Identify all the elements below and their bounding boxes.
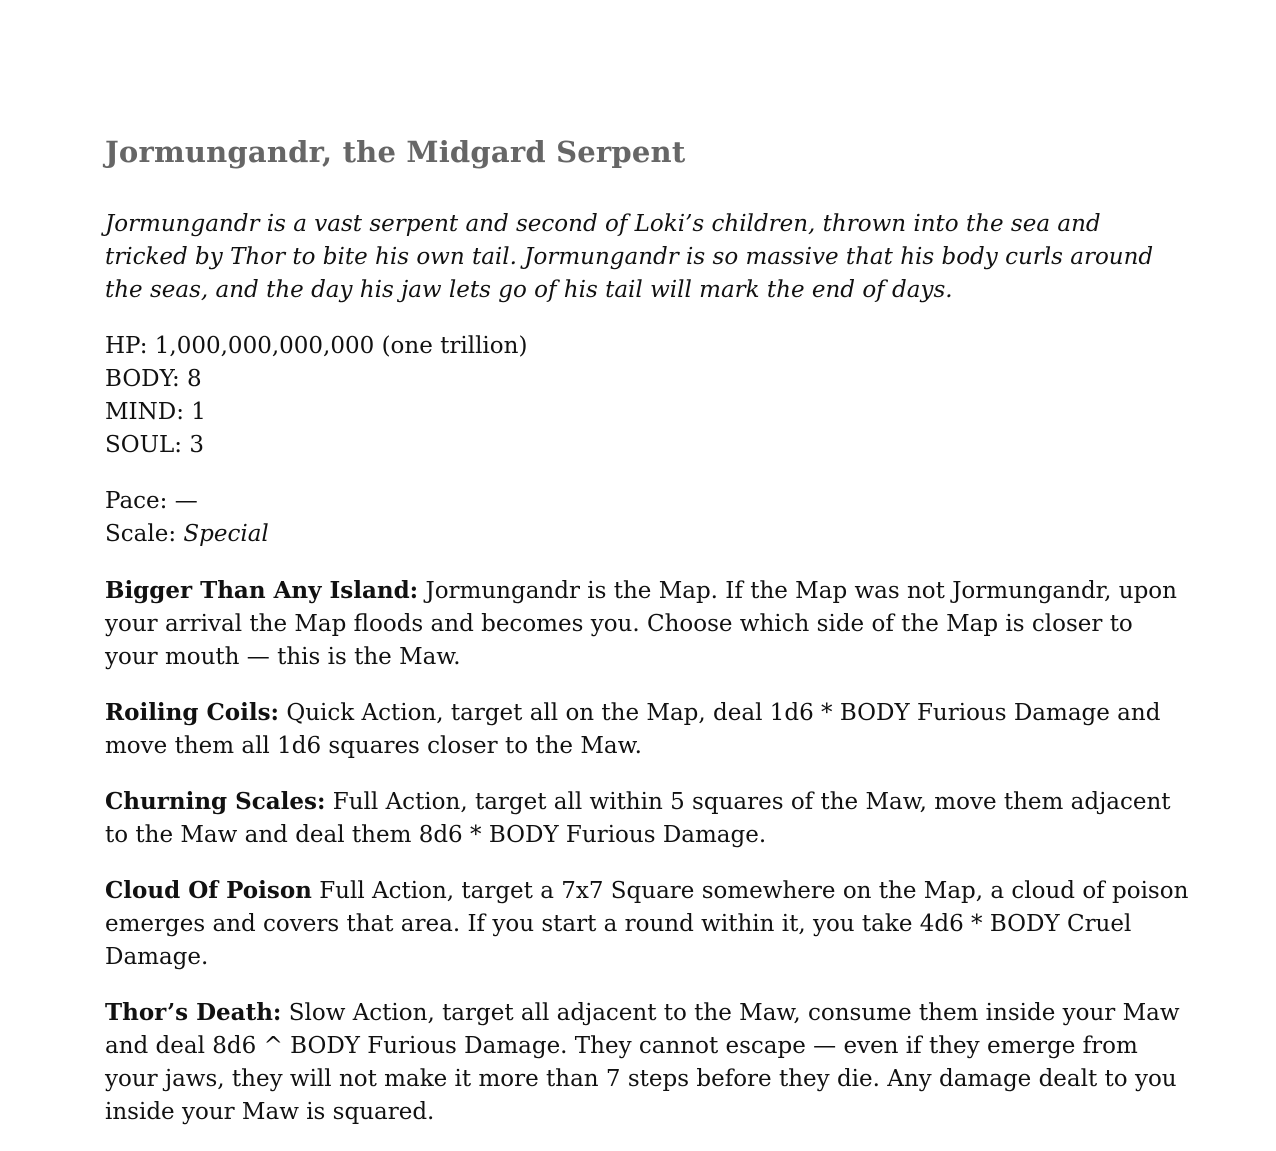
- ability-name: Bigger Than Any Island:: [105, 577, 419, 604]
- mind-line: [105, 396, 1190, 429]
- pace-value: —: [174, 488, 198, 514]
- ability-name: Cloud Of Poison: [105, 877, 312, 904]
- ability-text: Quick Action, target all on the Map, deal 1d6 * BODY Furious Damage and move them all 1d6 squares closer to the Maw.: [105, 700, 1161, 759]
- ability-text: Full Action, target all within 5 squares of the Maw, move them adjacent to the Maw and deal them 8d6 * BODY Furious Damage.: [105, 789, 1171, 848]
- ability-name: Thor’s Death:: [105, 999, 282, 1026]
- soul-label: SOUL:: [105, 432, 183, 458]
- stats-block: [105, 330, 1190, 462]
- hp-value: 1,000,000,000,000 (one trillion): [154, 333, 528, 359]
- mind-label: MIND:: [105, 399, 184, 425]
- scale-line: [105, 518, 1190, 551]
- ability-roiling-coils: [105, 696, 1190, 763]
- mind-value: 1: [191, 399, 206, 425]
- movement-block: [105, 485, 1190, 551]
- body-line: [105, 363, 1190, 396]
- soul-value: 3: [189, 432, 204, 458]
- body-label: BODY:: [105, 366, 180, 392]
- ability-thors-death: [105, 996, 1190, 1129]
- scale-value: Special: [183, 521, 269, 547]
- stat-block-page: [105, 132, 1190, 1151]
- ability-churning-scales: [105, 785, 1190, 852]
- pace-label: Pace:: [105, 488, 168, 514]
- ability-name: Churning Scales:: [105, 788, 326, 815]
- hp-label: HP:: [105, 333, 148, 359]
- body-value: 8: [187, 366, 202, 392]
- pace-line: [105, 485, 1190, 518]
- ability-cloud-of-poison: [105, 874, 1190, 974]
- page-title: Jormungandr, the Midgard Serpent: [105, 135, 686, 169]
- ability-text: Slow Action, target all adjacent to the Maw, consume them inside your Maw and deal 8d6 ^ BODY Furious Damage. They cannot escape — even if they emerge from your jaws, they will not make it more than 7 steps before they die. Any damage dealt to you inside your Maw is squared.: [105, 1000, 1180, 1125]
- scale-label: Scale:: [105, 521, 177, 547]
- intro-paragraph: Jormungandr is a vast serpent and second of Loki’s children, thrown into the sea and tricked by Thor to bite his own tail. Jormungandr is so massive that his body curls around the seas, and the day his jaw lets go of his tail will mark the end of days.: [105, 211, 1154, 303]
- ability-text: Jormungandr is the Map. If the Map was not Jormungandr, upon your arrival the Map floods and becomes you. Choose which side of the Map is closer to your mouth — this is the Maw.: [105, 578, 1177, 670]
- soul-line: [105, 429, 1190, 462]
- ability-name: Roiling Coils:: [105, 699, 280, 726]
- ability-text: Full Action, target a 7x7 Square somewhere on the Map, a cloud of poison emerges and covers that area. If you start a round within it, you take 4d6 * BODY Cruel Damage.: [105, 878, 1189, 970]
- ability-bigger-than-any-island: [105, 574, 1190, 674]
- hp-line: [105, 330, 1190, 363]
